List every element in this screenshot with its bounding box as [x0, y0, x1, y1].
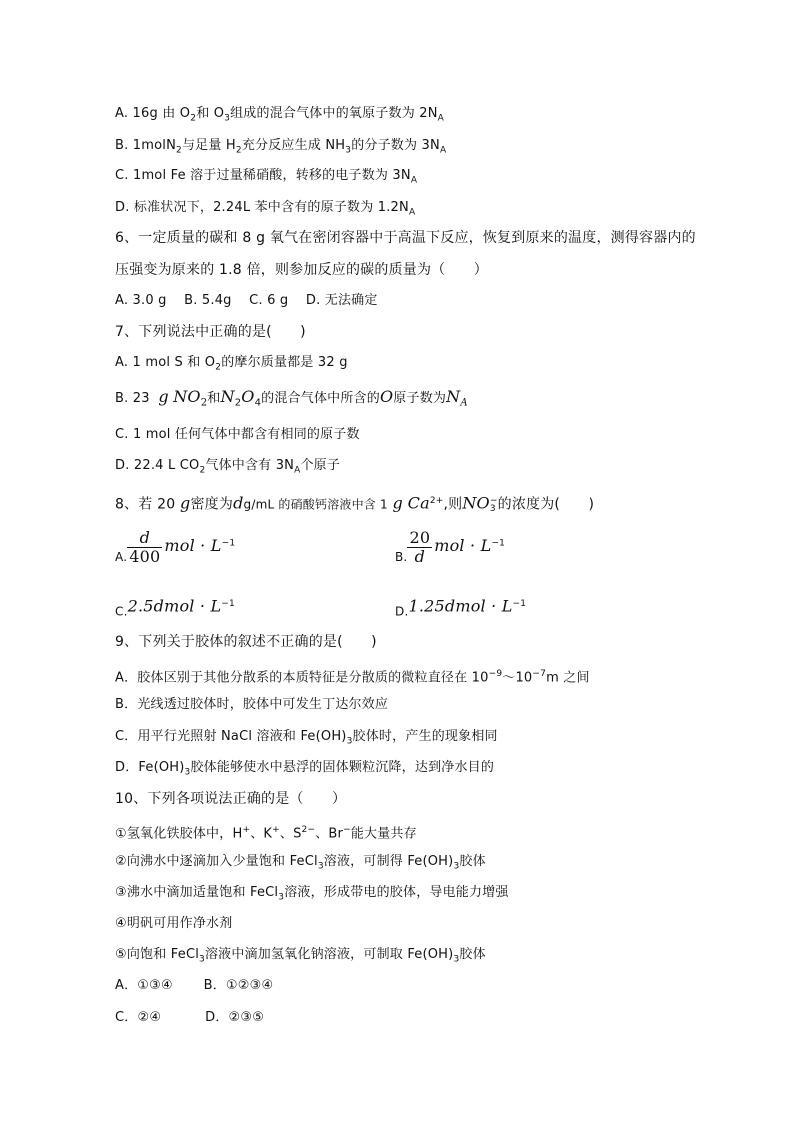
q10-stem: 10、下列各项说法正确的是（ ） — [115, 791, 347, 807]
q7-option-d: D. 22.4 L $CO_2$气体中含有 $3N_A$个原子 — [115, 458, 341, 476]
q7-option-a: A. 1 mol S 和 $O_2$的摩尔质量都是 32 g — [115, 355, 348, 373]
q7-option-c: C. 1 mol 任何气体中都含有相同的原子数 — [115, 427, 360, 442]
q6-stem-line1: 6、一定质量的碳和 8 g 氧气在密闭容器中于高温下反应，恢复到原来的温度，测得容器内的 — [115, 230, 696, 246]
q9-option-c: C．用平行光照射 NaCl 溶液和 $Fe(OH)_3$胶体时，产生的现象相同 — [115, 729, 498, 747]
q8-stem: 8、若 20 g密度为dg/mL 的硝酸钙溶液中含 1 g $Ca^{2+}$,则NO − 3 的浓度为( ) — [115, 493, 595, 514]
q9-option-a: A．胶体区别于其他分散系的本质特征是分散质的微粒直径在 $10^{-9}\sim 10^{-7}m$ 之间 — [115, 669, 590, 686]
q10-item-4: ④明矾可用作净水剂 — [115, 916, 233, 931]
q10-item-5: ⑤向饱和 FeCl$_3$溶液中滴加氢氧化钠溶液，可制取 $Fe(OH)_3$胶体 — [115, 947, 486, 965]
q7-option-b: B. 23 g $NO_2$和$N_2O_4$的混合气体中所含的O原子数为$N_A$ — [115, 387, 468, 409]
q9-option-d: D．$Fe(OH)_3$胶体能够使水中悬浮的固体颗粒沉降，达到净水目的 — [115, 760, 495, 778]
q6-options: A. 3.0 g B. 5.4g C. 6 g D. 无法确定 — [115, 293, 378, 308]
q10-item-2: ②向沸水中逐滴加入少量饱和 FeCl$_3$溶液，可制得 $Fe(OH)_3$胶体 — [115, 854, 486, 872]
q8-option-b: B. $\frac{20}{d}$ mol · $L^{-1}$ — [395, 528, 506, 566]
q6-stem-line2: 压强变为原来的 1.8 倍，则参加反应的碳的质量为（ ） — [115, 262, 488, 278]
q8-option-a: A. $\frac{d}{400}$ mol · $L^{-1}$ — [115, 528, 236, 566]
q10-item-1: ①氢氧化铁胶体中，H+、K+、$S^{2-}$、Br−能大量共存 — [115, 825, 417, 842]
q10-item-3: ③沸水中滴加适量饱和 FeCl$_3$溶液，形成带电的胶体，导电能力增强 — [115, 885, 509, 903]
q8-option-c: C.2.5dmol · $L^{-1}$ — [115, 596, 235, 619]
q5-option-c: C. 1mol Fe 溶于过量稀硝酸，转移的电子数为 $3N_A$ — [115, 168, 418, 186]
q9-option-b: B．光线透过胶体时，胶体中可发生丁达尔效应 — [115, 697, 389, 712]
q5-option-d: D. 标准状况下，2.24L 苯中含有的原子数为 $1.2N_A$ — [115, 200, 416, 218]
q5-option-b: B. 1molN$_2$与足量 $H_2$充分反应生成 $NH_3$的分子数为 $3N_A$ — [115, 138, 447, 156]
q8-option-d: D.1.25dmol · $L^{-1}$ — [395, 596, 527, 619]
q5-option-a: A. 16g 由 $O_2$和 $O_3$组成的混合气体中的氧原子数为 $2N_A$ — [115, 106, 444, 124]
q10-options-ab: A．①③④ B．①②③④ — [115, 978, 274, 993]
q8-b-fraction: $\frac{20}{d}$ — [409, 528, 431, 566]
q9-stem: 9、下列关于胶体的叙述不正确的是( ) — [115, 634, 377, 650]
q7-stem: 7、下列说法中正确的是( ) — [115, 324, 306, 340]
q10-options-cd: C．②④ D．②③⑤ — [115, 1010, 265, 1025]
q8-a-fraction: $\frac{d}{400}$ — [129, 528, 161, 566]
